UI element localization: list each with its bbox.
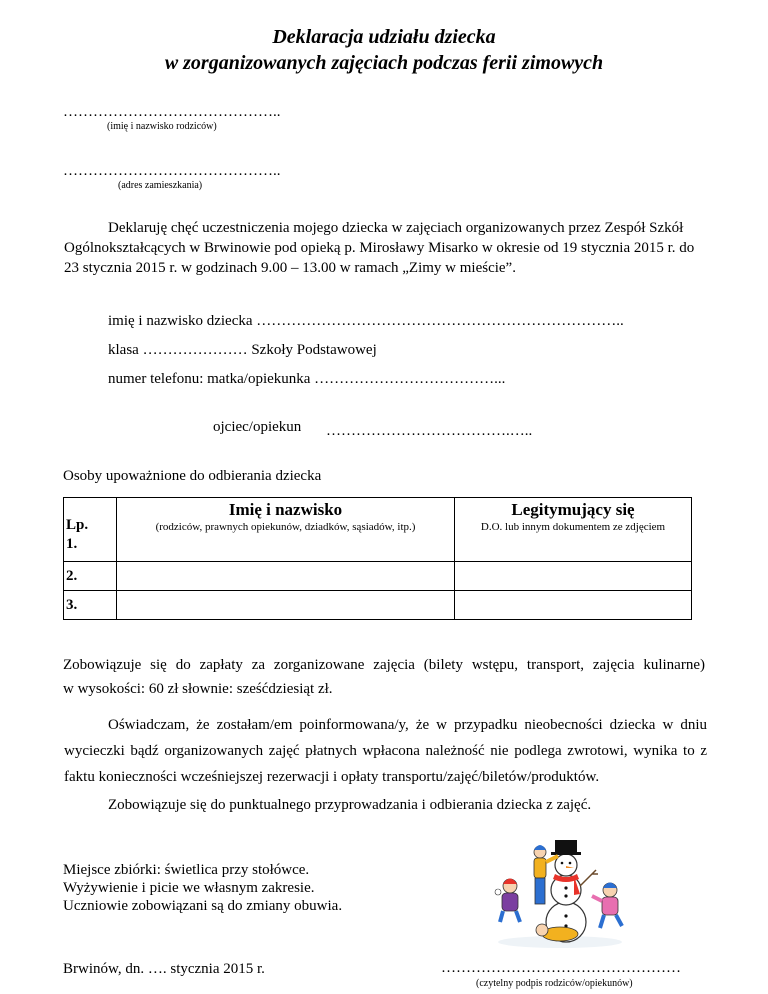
id-cell[interactable] — [455, 591, 692, 620]
id-header-cell — [455, 498, 692, 562]
name-header: Imię i nazwisko — [228, 500, 343, 519]
authorized-persons-table — [63, 497, 692, 620]
name-cell[interactable] — [117, 562, 455, 591]
lp-header-cell — [64, 498, 117, 562]
class-field[interactable]: klasa ………………… Szkoły Podstawowej — [108, 342, 377, 358]
doc-title-line1: Deklaracja udziału dziecka — [272, 26, 496, 48]
parent-name-label: (imię i nazwisko rodziców) — [107, 121, 217, 132]
id-header: Legitymujący się — [511, 500, 635, 519]
father-phone-dots[interactable]: ……………………………….….. — [326, 423, 533, 439]
row-number: 2. — [66, 568, 78, 584]
payment-line1: Zobowiązuje się do zapłaty za zorganizowane zajęcia (bilety wstępu, transport, zajęcia kulinarne) — [63, 657, 705, 673]
signature-label: (czytelny podpis rodziców/opiekunów) — [476, 978, 633, 989]
table-row — [64, 591, 692, 620]
place-date[interactable]: Brwinów, dn. …. stycznia 2015 r. — [63, 961, 265, 977]
id-cell[interactable] — [455, 562, 692, 591]
payment-line2: w wysokości: 60 zł słownie: sześćdziesiąt zł. — [63, 681, 333, 697]
row-number: 3. — [66, 597, 78, 613]
row-number: 1. — [66, 536, 78, 552]
info-line1: Miejsce zbiórki: świetlica przy stołówce. — [63, 862, 310, 878]
table-row — [64, 562, 692, 591]
id-subheader: D.O. lub innym dokumentem ze zdjęciem — [480, 521, 666, 533]
doc-title-line2: w zorganizowanych zajęciach podczas ferii zimowych — [164, 52, 604, 74]
address-dots[interactable]: …………………………………….. — [63, 163, 281, 179]
signature-dots[interactable]: ………………………………………… — [441, 960, 681, 976]
name-subheader: (rodziców, prawnych opiekunów, dziadków, sąsiadów, itp.) — [155, 521, 416, 533]
info-line3: Uczniowie zobowiązani są do zmiany obuwia. — [63, 898, 343, 914]
parent-name-dots[interactable]: …………………………………….. — [63, 104, 281, 120]
name-header-cell — [117, 498, 455, 562]
mother-phone-field[interactable]: numer telefonu: matka/opiekunka ………………………………... — [108, 371, 506, 387]
name-cell[interactable] — [117, 591, 455, 620]
snowman-children-icon — [488, 838, 630, 950]
info-line2: Wyżywienie i picie we własnym zakresie. — [63, 880, 315, 896]
father-phone-label: ojciec/opiekun — [213, 419, 302, 435]
punctuality-line: Zobowiązuje się do punktualnego przyprowadzania i odbierania dziecka z zajęć. — [108, 797, 592, 813]
child-name-field[interactable]: imię i nazwisko dziecka ……………………………………………………………….. — [108, 313, 624, 329]
authorized-heading: Osoby upoważnione do odbierania dziecka — [63, 468, 322, 484]
declaration-paragraph: Deklaruję chęć uczestniczenia mojego dziecka w zajęciach organizowanych przez Zespół Szkół Ogólnokształcących w Brwinowie pod opieką p. Mirosławy Misarko w okresie od 19 stycznia 2015 r. do 23 stycznia 2015 r. w godzinach 9.00 – 13.00 w ramach „Zimy w mieście”. — [64, 220, 695, 276]
address-label: (adres zamieszkania) — [118, 180, 203, 191]
table-header-row — [64, 498, 692, 562]
lp-cell — [64, 591, 117, 620]
lp-header: Lp. — [66, 517, 89, 533]
lp-cell — [64, 562, 117, 591]
statement-paragraph: Oświadczam, że zostałam/em poinformowana/y, że w przypadku nieobecności dziecka w dniu wycieczki bądź organizowanych zajęć płatnych wpłacona należność nie podlega zwrotowi, wynika to z faktu konieczności wcześniejszej rezerwacji i opłaty transportu/zajęć/biletów/produktów. — [64, 717, 707, 785]
